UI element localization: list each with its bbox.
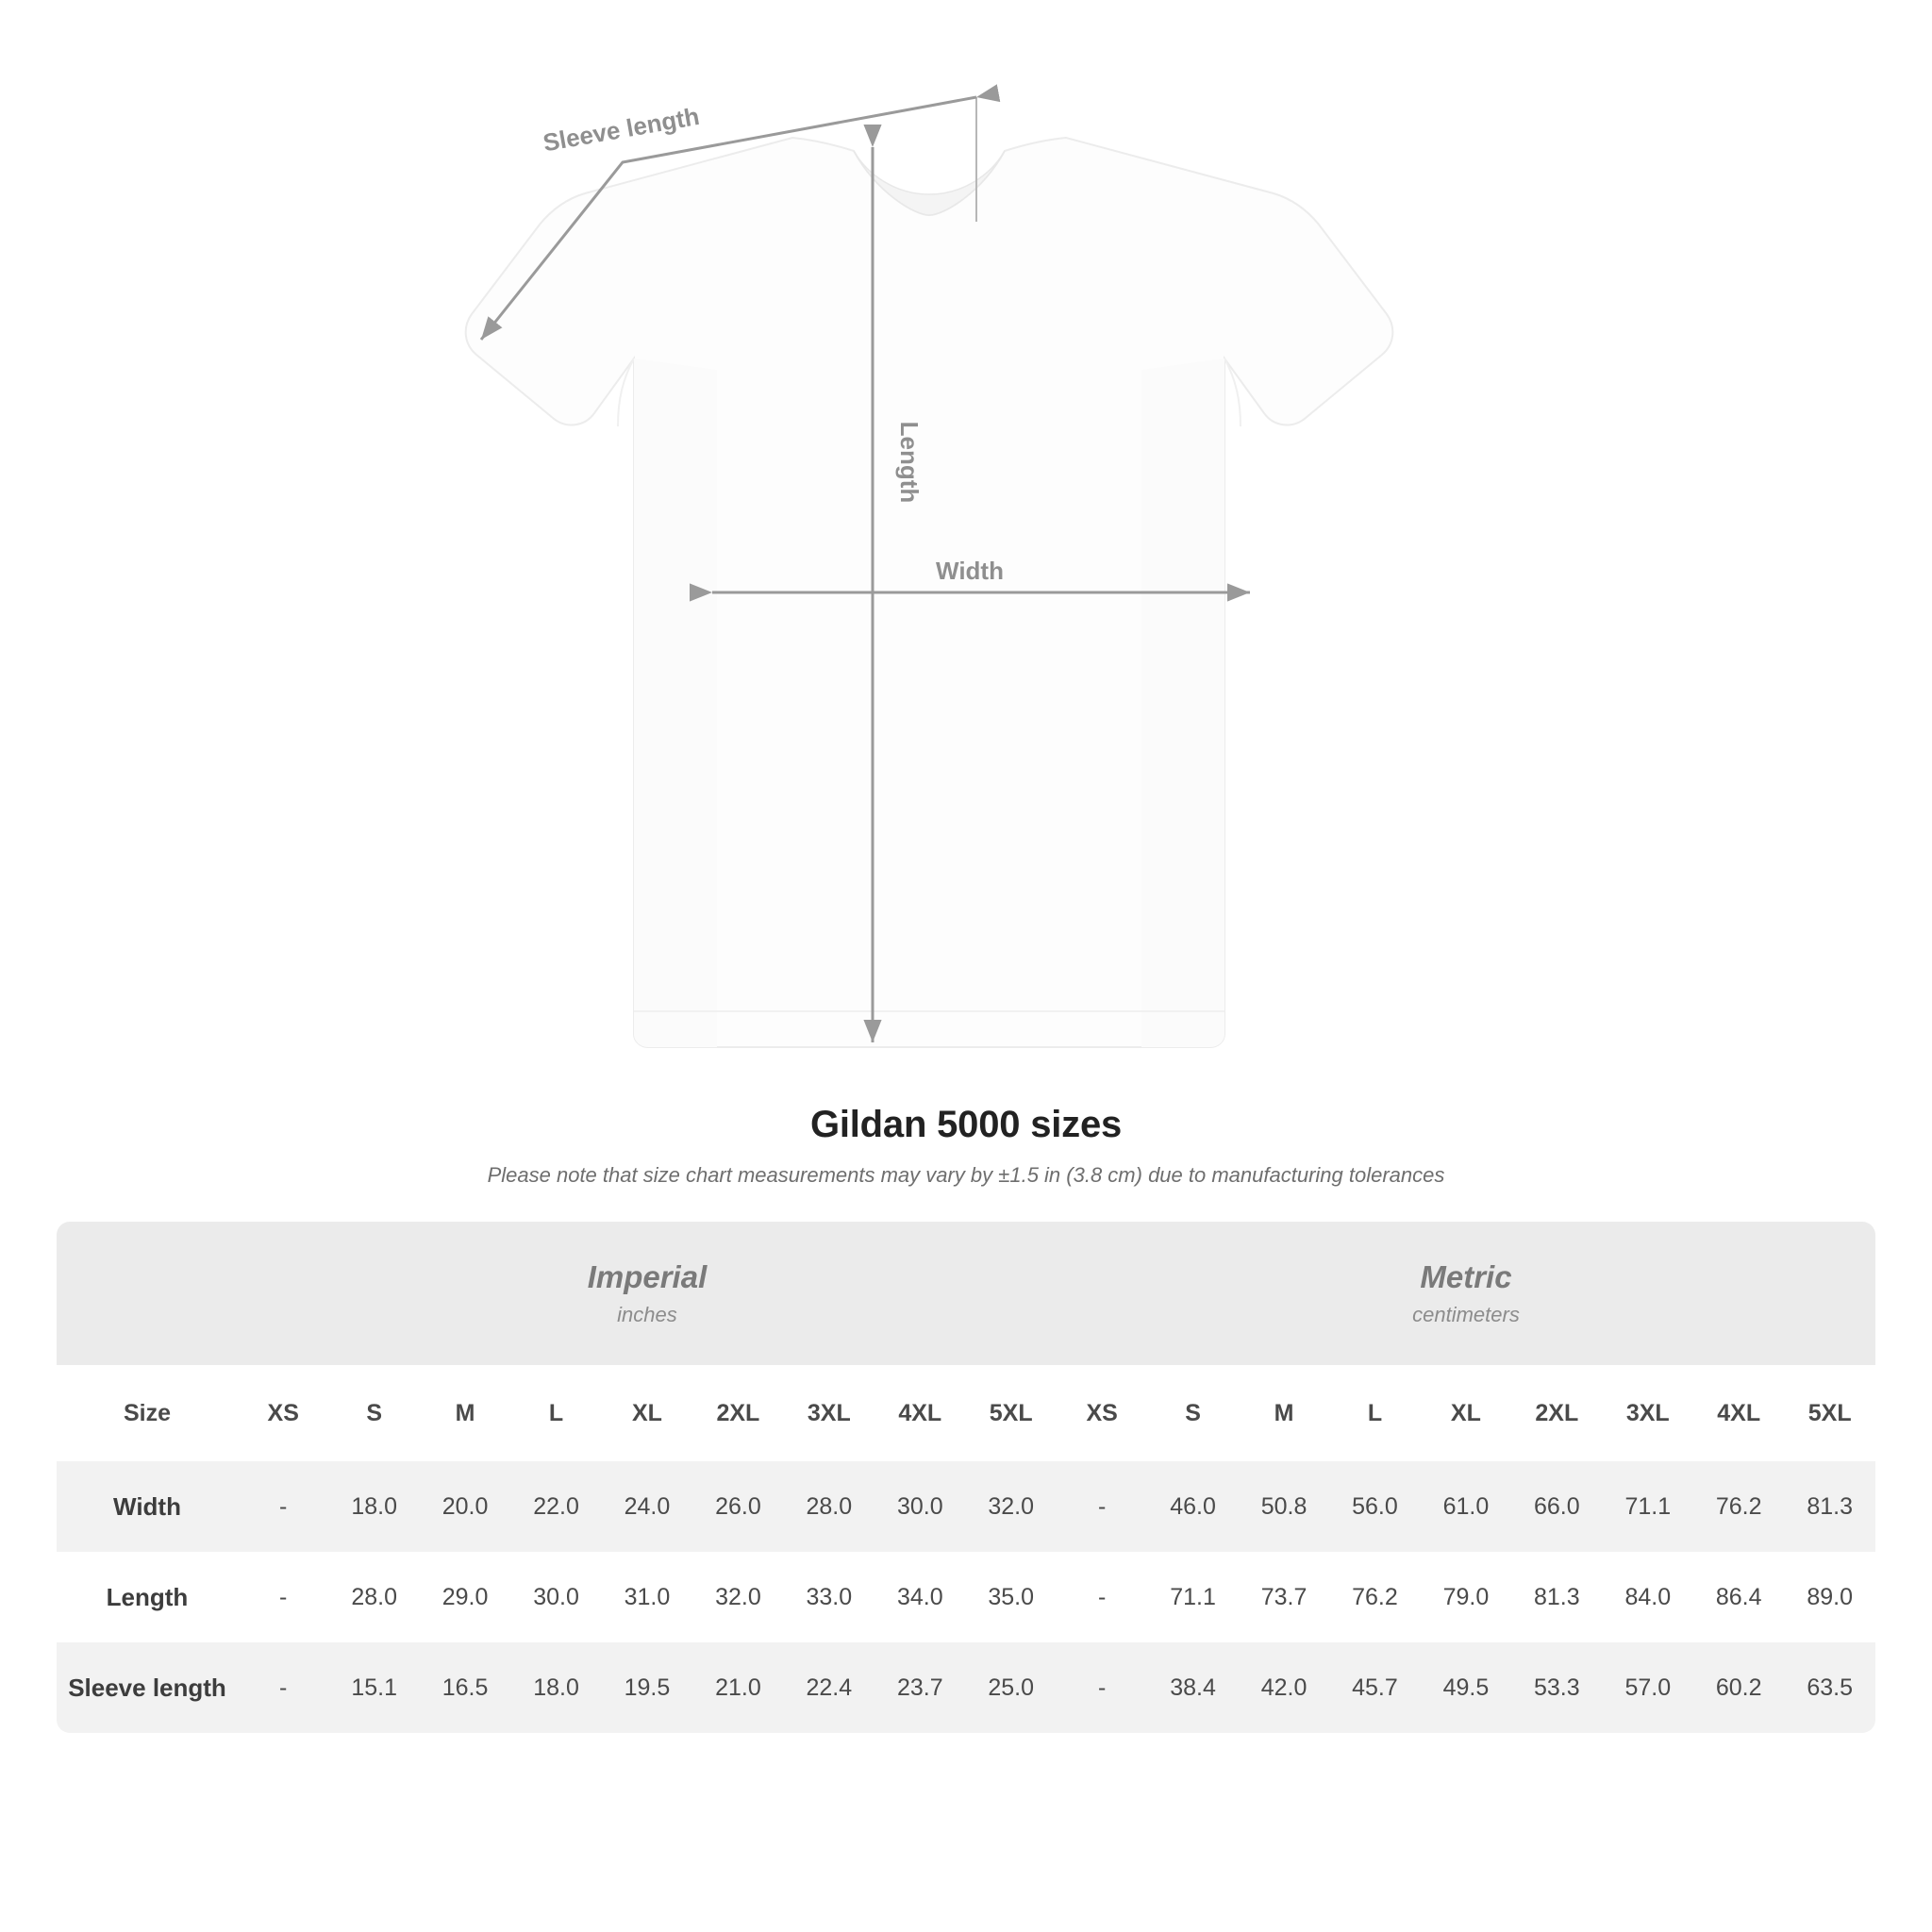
cell: 22.4 [784, 1642, 874, 1733]
cell: 35.0 [966, 1552, 1057, 1642]
cell: 53.3 [1511, 1642, 1602, 1733]
header-col-17: 5XL [1784, 1365, 1875, 1461]
cell: 81.3 [1511, 1552, 1602, 1642]
tolerance-note: Please note that size chart measurements may vary by ±1.5 in (3.8 cm) due to manufacturing tolerances [487, 1163, 1445, 1187]
table-corner [57, 1222, 238, 1365]
unit-group-metric [1057, 1222, 1875, 1365]
cell: 22.0 [510, 1461, 601, 1552]
cell: 57.0 [1603, 1642, 1693, 1733]
cell: 31.0 [602, 1552, 692, 1642]
sleeve-length-label: Sleeve length [541, 101, 702, 158]
cell: 84.0 [1603, 1552, 1693, 1642]
header-col-5: 2XL [692, 1365, 783, 1461]
row-label-sleeve-length: Sleeve length [57, 1642, 238, 1733]
cell: 28.0 [784, 1461, 874, 1552]
cell: 34.0 [874, 1552, 965, 1642]
cell: 76.2 [1693, 1461, 1784, 1552]
table-row [57, 1461, 1875, 1552]
unit-header-row [57, 1222, 1875, 1365]
cell: 32.0 [692, 1552, 783, 1642]
size-header-row [57, 1365, 1875, 1461]
row-label-length: Length [57, 1552, 238, 1642]
cell: 21.0 [692, 1642, 783, 1733]
cell: 23.7 [874, 1642, 965, 1733]
row-label-width: Width [57, 1461, 238, 1552]
cell: - [238, 1461, 328, 1552]
cell: 73.7 [1239, 1552, 1329, 1642]
cell: 20.0 [420, 1461, 510, 1552]
cell: 63.5 [1784, 1642, 1875, 1733]
cell: 19.5 [602, 1642, 692, 1733]
header-col-8: 5XL [966, 1365, 1057, 1461]
cell: 38.4 [1147, 1642, 1238, 1733]
cell: - [238, 1642, 328, 1733]
cell: - [1057, 1642, 1147, 1733]
cell: 26.0 [692, 1461, 783, 1552]
cell: 89.0 [1784, 1552, 1875, 1642]
cell: 86.4 [1693, 1552, 1784, 1642]
header-col-14: 2XL [1511, 1365, 1602, 1461]
cell: - [238, 1552, 328, 1642]
cell: 49.5 [1421, 1642, 1511, 1733]
header-col-13: XL [1421, 1365, 1511, 1461]
cell: 18.0 [328, 1461, 419, 1552]
header-col-12: L [1329, 1365, 1420, 1461]
header-col-9: XS [1057, 1365, 1147, 1461]
cell: 16.5 [420, 1642, 510, 1733]
header-col-2: M [420, 1365, 510, 1461]
header-col-1: S [328, 1365, 419, 1461]
header-col-4: XL [602, 1365, 692, 1461]
cell: - [1057, 1461, 1147, 1552]
header-col-3: L [510, 1365, 601, 1461]
table-row [57, 1642, 1875, 1733]
header-col-7: 4XL [874, 1365, 965, 1461]
header-col-16: 4XL [1693, 1365, 1784, 1461]
header-col-0: XS [238, 1365, 328, 1461]
cell: 45.7 [1329, 1642, 1420, 1733]
header-col-6: 3XL [784, 1365, 874, 1461]
cell: 25.0 [966, 1642, 1057, 1733]
cell: 56.0 [1329, 1461, 1420, 1552]
size-table [57, 1222, 1875, 1733]
cell: 81.3 [1784, 1461, 1875, 1552]
unit-sub-metric: centimeters [1412, 1303, 1520, 1326]
cell: 50.8 [1239, 1461, 1329, 1552]
cell: 30.0 [874, 1461, 965, 1552]
header-col-10: S [1147, 1365, 1238, 1461]
cell: 66.0 [1511, 1461, 1602, 1552]
cell: 71.1 [1147, 1552, 1238, 1642]
cell: 79.0 [1421, 1552, 1511, 1642]
cell: 24.0 [602, 1461, 692, 1552]
cell: 42.0 [1239, 1642, 1329, 1733]
size-table-wrap [57, 1222, 1875, 1733]
title-block [0, 1104, 1932, 1188]
cell: 30.0 [510, 1552, 601, 1642]
unit-name-metric: Metric [1420, 1259, 1512, 1294]
unit-group-imperial [238, 1222, 1057, 1365]
cell: 76.2 [1329, 1552, 1420, 1642]
cell: 29.0 [420, 1552, 510, 1642]
unit-sub-imperial: inches [617, 1303, 677, 1326]
cell: 71.1 [1603, 1461, 1693, 1552]
cell: 32.0 [966, 1461, 1057, 1552]
page-title: Gildan 5000 sizes [809, 1104, 1123, 1145]
cell: 61.0 [1421, 1461, 1511, 1552]
cell: 46.0 [1147, 1461, 1238, 1552]
unit-name-imperial: Imperial [587, 1259, 708, 1294]
cell: 28.0 [328, 1552, 419, 1642]
cell: 15.1 [328, 1642, 419, 1733]
header-col-11: M [1239, 1365, 1329, 1461]
table-row [57, 1552, 1875, 1642]
cell: 18.0 [510, 1642, 601, 1733]
header-size-label: Size [57, 1365, 238, 1461]
width-label: Width [936, 557, 1004, 585]
length-label: Length [895, 421, 924, 504]
cell: - [1057, 1552, 1147, 1642]
header-col-15: 3XL [1603, 1365, 1693, 1461]
cell: 33.0 [784, 1552, 874, 1642]
cell: 60.2 [1693, 1642, 1784, 1733]
